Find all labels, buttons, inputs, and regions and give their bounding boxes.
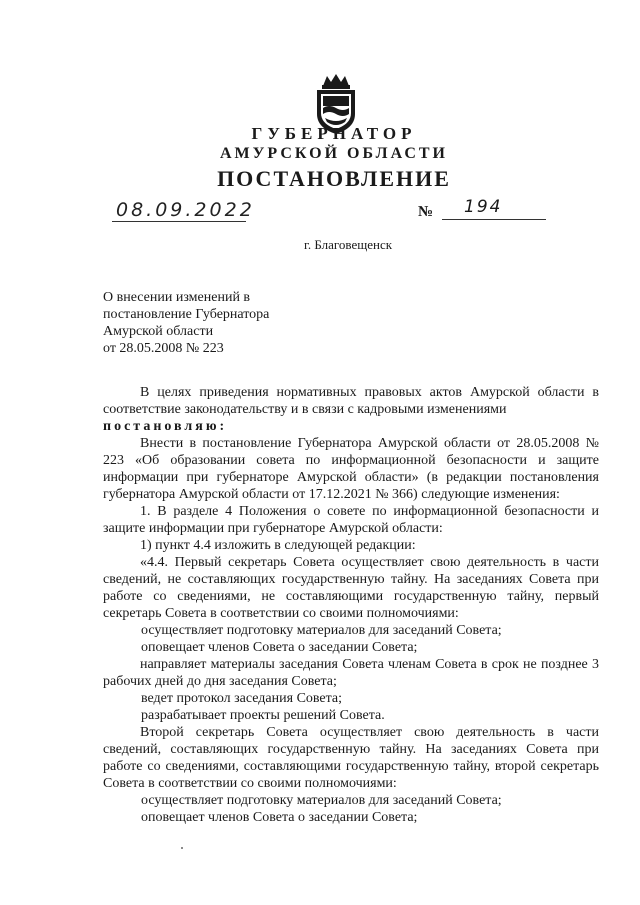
clause-paragraph: Второй секретарь Совета осуществляет свою деятельность в части сведений, составляющих государственную тайну. На заседаниях Совета при работе со сведениями, составляющими государственную тайну, второй секретарь Совета в соответствии со своими полномочиями:: [103, 725, 599, 791]
number-sign: №: [418, 204, 434, 220]
region-title: АМУРСКОЙ ОБЛАСТИ: [220, 145, 448, 162]
decree-keyword: постановляю:: [103, 419, 228, 434]
duty-item: направляет материалы заседания Совета членам Совета в срок не позднее 3 рабочих дней до дня заседания Совета;: [103, 657, 599, 689]
duty-item: осуществляет подготовку материалов для заседаний Совета;: [141, 793, 502, 808]
clause-paragraph: «4.4. Первый секретарь Совета осуществляет свою деятельность в части сведений, не составляющих государственную тайну. На заседаниях Совета при работе со сведениями, не составляющими государственную тайну, первый секретарь Совета в соответствии со своими полномочиями:: [103, 555, 599, 621]
duty-item: оповещает членов Совета о заседании Совета;: [141, 640, 418, 655]
number-underline: [442, 219, 546, 220]
subject-line: от 28.05.2008 № 223: [103, 341, 224, 356]
decree-body: [103, 384, 599, 826]
subject-line: О внесении изменений в: [103, 290, 251, 305]
decree-date: 08.09.2022: [116, 199, 255, 221]
governor-title: ГУБЕРНАТОР: [251, 124, 417, 143]
section-paragraph: 1. В разделе 4 Положения о совете по информационной безопасности и защите информации при губернаторе Амурской области:: [103, 504, 599, 536]
item-paragraph: 1) пункт 4.4 изложить в следующей редакции:: [140, 538, 416, 553]
decree-subject: [103, 289, 269, 357]
preamble-paragraph: В целях приведения нормативных правовых актов Амурской области в соответствие законодательству и в связи с кадровыми изменениями: [103, 385, 599, 417]
duty-item: осуществляет подготовку материалов для заседаний Совета;: [141, 623, 502, 638]
duty-item: ведет протокол заседания Совета;: [141, 691, 343, 706]
duty-item: разрабатывает проекты решений Совета.: [141, 708, 385, 723]
amendment-paragraph: Внести в постановление Губернатора Амурской области от 28.05.2008 № 223 «Об образовании совета по информационной безопасности и защите информации при губернаторе Амурской области» (в редакции постановления губернатора Амурской области от 17.12.2021 № 366) следующие изменения:: [103, 436, 599, 502]
document-type-title: ПОСТАНОВЛЕНИЕ: [217, 166, 451, 191]
decree-number: 194: [464, 197, 503, 217]
city-name: г. Благовещенск: [303, 237, 393, 252]
duty-item: оповещает членов Совета о заседании Совета;: [141, 810, 418, 825]
scan-speck: [181, 847, 183, 849]
date-underline: [112, 221, 246, 222]
subject-line: Амурской области: [103, 324, 214, 339]
subject-line: постановление Губернатора: [103, 307, 270, 322]
